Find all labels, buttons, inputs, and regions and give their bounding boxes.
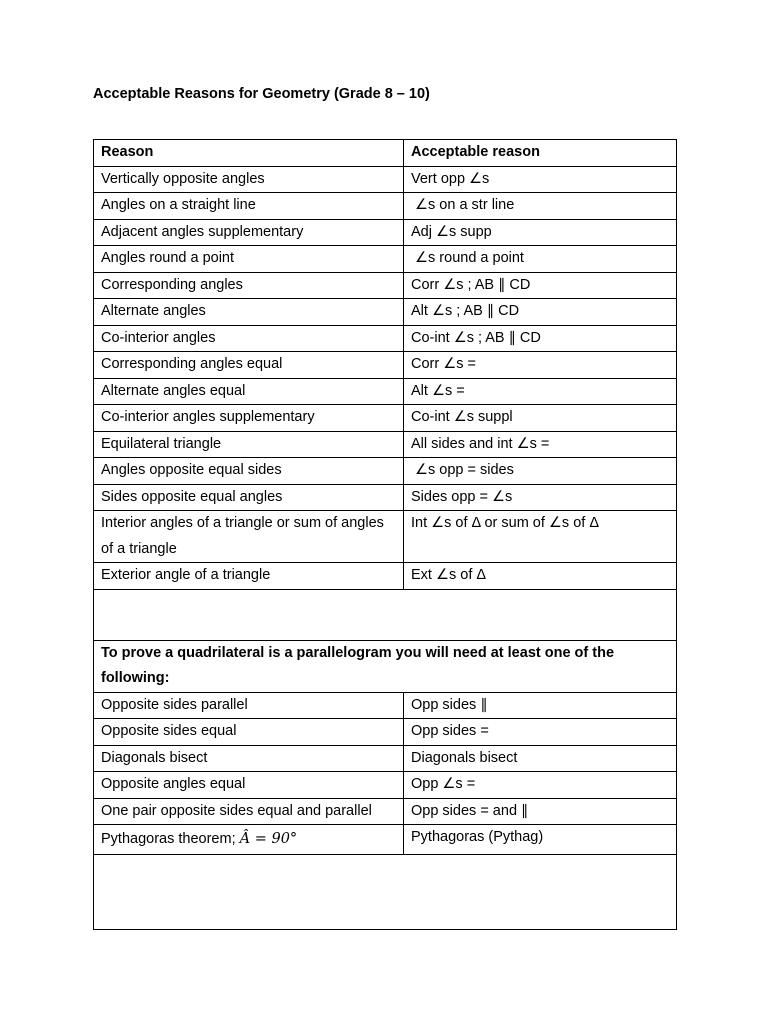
acceptable-cell: Opp sides ∥ [404, 692, 677, 719]
reason-cell: Co-interior angles [94, 325, 404, 352]
table-row [94, 219, 677, 246]
acceptable-cell: Ext ∠s of Δ [404, 563, 677, 590]
table-row [94, 511, 677, 563]
reason-cell: Alternate angles equal [94, 378, 404, 405]
table-row [94, 405, 677, 432]
table-row [94, 193, 677, 220]
reason-cell: Equilateral triangle [94, 431, 404, 458]
table-row [94, 299, 677, 326]
reason-cell: Exterior angle of a triangle [94, 563, 404, 590]
reason-cell: Angles round a point [94, 246, 404, 273]
reason-cell: Alternate angles [94, 299, 404, 326]
acceptable-cell: Alt ∠s = [404, 378, 677, 405]
acceptable-cell: ∠s on a str line [404, 193, 677, 220]
table-row [94, 431, 677, 458]
acceptable-cell: ∠s round a point [404, 246, 677, 273]
reason-cell: Angles opposite equal sides [94, 458, 404, 485]
acceptable-cell: Vert opp ∠s [404, 166, 677, 193]
table-row [94, 352, 677, 379]
parallelogram-heading-row [94, 640, 677, 692]
table-row [94, 719, 677, 746]
acceptable-cell: Diagonals bisect [404, 745, 677, 772]
header-reason: Reason [94, 140, 404, 167]
table-row [94, 692, 677, 719]
table-row [94, 745, 677, 772]
acceptable-cell: Corr ∠s ; AB ∥ CD [404, 272, 677, 299]
reason-cell: Corresponding angles [94, 272, 404, 299]
reason-cell: Angles on a straight line [94, 193, 404, 220]
reason-cell: Vertically opposite angles [94, 166, 404, 193]
reasons-table [93, 139, 677, 930]
acceptable-cell: Co-int ∠s ; AB ∥ CD [404, 325, 677, 352]
table-row [94, 246, 677, 273]
acceptable-cell: Pythagoras (Pythag) [404, 825, 677, 855]
acceptable-cell: Opp sides = and ∥ [404, 798, 677, 825]
acceptable-cell: Opp sides = [404, 719, 677, 746]
reason-cell: Interior angles of a triangle or sum of angles of a triangle [94, 511, 404, 563]
reason-cell: Corresponding angles equal [94, 352, 404, 379]
acceptable-cell: Int ∠s of Δ or sum of ∠s of Δ [404, 511, 677, 563]
reason-cell: Opposite sides parallel [94, 692, 404, 719]
reason-cell: Sides opposite equal angles [94, 484, 404, 511]
acceptable-cell: ∠s opp = sides [404, 458, 677, 485]
right-angle-formula: Â = 90° [239, 831, 298, 847]
acceptable-cell: Sides opp = ∠s [404, 484, 677, 511]
header-acceptable-reason: Acceptable reason [404, 140, 677, 167]
table-row [94, 272, 677, 299]
table-row [94, 772, 677, 799]
acceptable-cell: Corr ∠s = [404, 352, 677, 379]
table-row [94, 798, 677, 825]
table-row [94, 484, 677, 511]
table-row [94, 563, 677, 590]
acceptable-cell: All sides and int ∠s = [404, 431, 677, 458]
pythagoras-label: Pythagoras theorem; [101, 831, 236, 847]
parallelogram-heading: To prove a quadrilateral is a parallelogram you will need at least one of the following: [94, 640, 677, 692]
table-row [94, 166, 677, 193]
document-title: Acceptable Reasons for Geometry (Grade 8 – 10) [93, 86, 430, 102]
reason-cell: Opposite sides equal [94, 719, 404, 746]
table-row [94, 458, 677, 485]
reason-cell [94, 825, 404, 855]
table-row [94, 325, 677, 352]
blank-cell [94, 589, 677, 640]
acceptable-cell: Alt ∠s ; AB ∥ CD [404, 299, 677, 326]
reason-cell: One pair opposite sides equal and parallel [94, 798, 404, 825]
reason-cell: Opposite angles equal [94, 772, 404, 799]
reason-cell: Co-interior angles supplementary [94, 405, 404, 432]
reason-cell: Diagonals bisect [94, 745, 404, 772]
acceptable-cell: Co-int ∠s suppl [404, 405, 677, 432]
table-row [94, 378, 677, 405]
blank-row [94, 589, 677, 640]
table-row [94, 825, 677, 855]
blank-cell [94, 855, 677, 930]
blank-row [94, 855, 677, 930]
acceptable-cell: Opp ∠s = [404, 772, 677, 799]
acceptable-cell: Adj ∠s supp [404, 219, 677, 246]
table-header-row [94, 140, 677, 167]
reason-cell: Adjacent angles supplementary [94, 219, 404, 246]
